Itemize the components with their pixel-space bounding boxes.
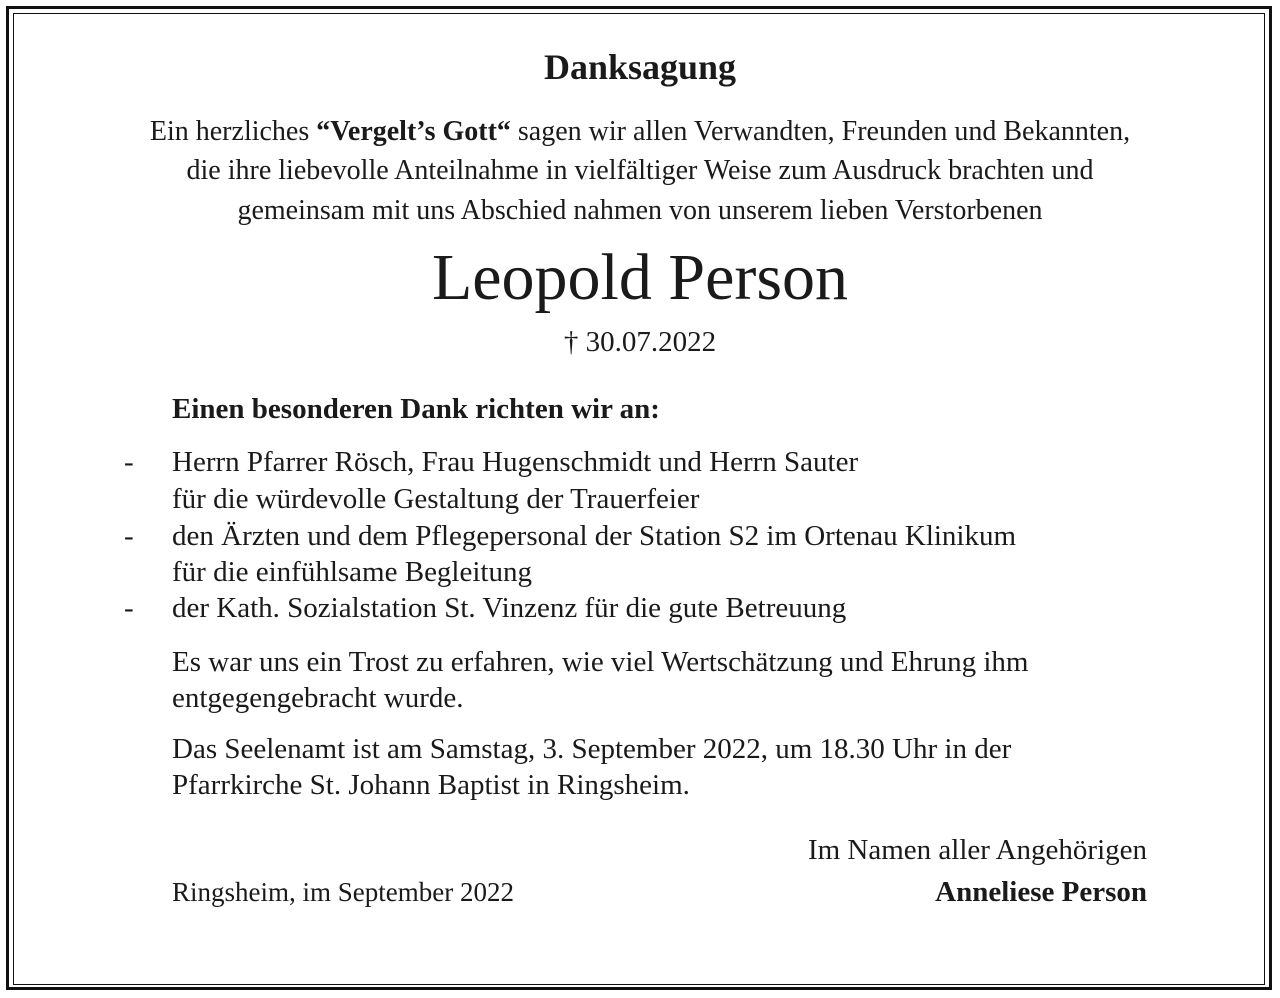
intro-line-1-start: Ein herzliches [149, 116, 317, 147]
deceased-name: Leopold Person [431, 241, 849, 314]
thanks-item-2-line-1: den Ärzten und dem Pflegepersonal der Station S2 im Ortenau Klinikum [172, 520, 1017, 552]
thanks-item-1-line-1: Herrn Pfarrer Rösch, Frau Hugenschmidt und Herrn Sauter [172, 446, 859, 478]
place-date: Ringsheim, im September 2022 [172, 877, 514, 907]
thanks-item-3-line-1: der Kath. Sozialstation St. Vinzenz für die gute Betreuung [172, 592, 847, 624]
vergelts-gott-phrase: “Vergelt’s Gott“ [316, 116, 511, 147]
death-date: † 30.07.2022 [563, 326, 717, 358]
paragraph-1-line-1: Es war uns ein Trost zu erfahren, wie viel Wertschätzung und Ehrung ihm [172, 646, 1029, 678]
paragraph-2-line-2: Pfarrkirche St. Johann Baptist in Ringsheim. [172, 769, 690, 801]
bullet-marker: - [124, 446, 134, 478]
bullet-marker: - [124, 592, 134, 624]
thanks-item-1-line-2: für die würdevolle Gestaltung der Trauerfeier [172, 483, 700, 515]
thanks-item-2-line-2: für die einfühlsame Begleitung [172, 556, 532, 588]
intro-line-1 [0, 116, 1280, 148]
closing-line: Im Namen aller Angehörigen [807, 834, 1147, 866]
thanks-heading: Einen besonderen Dank richten wir an: [172, 393, 660, 425]
paragraph-1-line-2: entgegengebracht wurde. [172, 682, 464, 714]
intro-line-3: gemeinsam mit uns Abschied nahmen von unserem lieben Verstorbenen [237, 195, 1043, 226]
signer-name: Anneliese Person [935, 876, 1147, 908]
notice-title: Danksagung [543, 47, 737, 87]
intro-line-1-end: sagen wir allen Verwandten, Freunden und Bekannten, [510, 116, 1131, 147]
paragraph-2-line-1: Das Seelenamt ist am Samstag, 3. September 2022, um 18.30 Uhr in der [172, 733, 1012, 765]
bullet-marker: - [124, 520, 134, 552]
intro-line-2: die ihre liebevolle Anteilnahme in vielfältiger Weise zum Ausdruck brachten und [186, 155, 1094, 186]
